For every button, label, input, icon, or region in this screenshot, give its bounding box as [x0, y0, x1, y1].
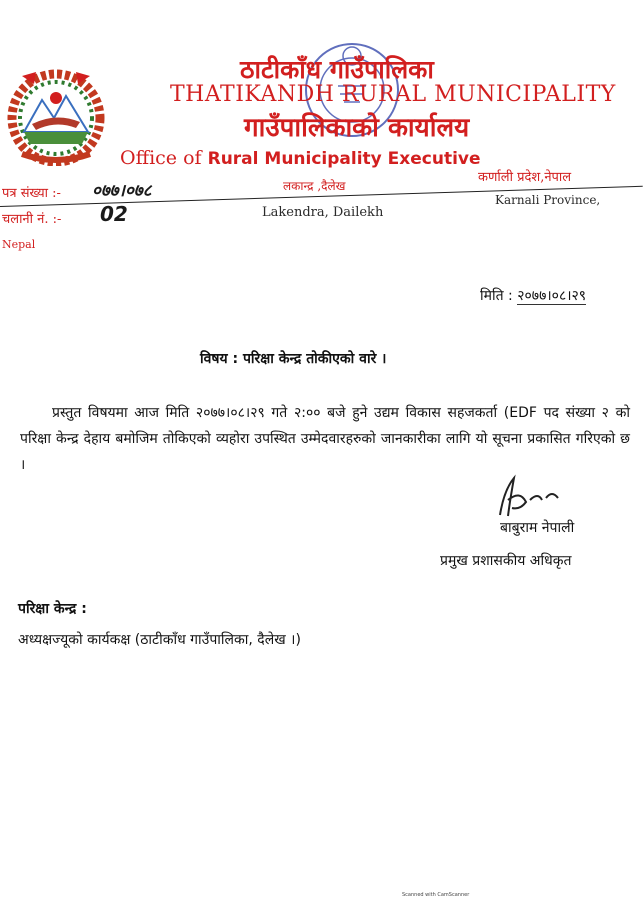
office-name-en: [120, 147, 481, 169]
patra-value: ०७७।०७८: [92, 181, 152, 201]
signatory-name: बाबुराम नेपाली: [500, 520, 575, 536]
office-bold: Rural Municipality Executive: [207, 149, 481, 169]
body-paragraph: [20, 400, 630, 478]
exam-center-value: अध्यक्षज्यूको कार्यकक्ष (ठाटीकाँध गाउँपालिका, दैलेख ।): [18, 632, 301, 648]
nepal-emblem-seal: [2, 62, 110, 166]
signatory-designation: प्रमुख प्रशासकीय अधिकृत: [440, 553, 572, 569]
municipality-name-en: THATIKANDH RURAL MUNICIPALITY: [170, 82, 616, 107]
location-np: लकान्द्र ,दैलेख: [283, 179, 346, 193]
subject-line: विषय : परिक्षा केन्द्र तोकीएको वारे ।: [200, 351, 387, 367]
office-name-np: गाउँपालिकाको कार्यालय: [244, 113, 470, 143]
scanner-note: Scanned with CamScanner: [402, 892, 470, 898]
patra-label: पत्र संख्या :-: [2, 186, 61, 201]
body-text: प्रस्तुत विषयमा आज मिति २०७७।०८।२९ गते २:०० बजे हुने उद्यम विकास सहजकर्ता (EDF पद संख्या २ को परिक्षा केन्द्र देहाय बमोजिम तोकिएको व्यहोरा उपस्थित उम्मेदवारहरुको जानकारीका लागि यो सूचना प्रकासित गरिएको छ ।: [20, 405, 630, 473]
date-label: मिति :: [480, 288, 513, 304]
exam-center-label: परिक्षा केन्द्र :: [18, 601, 87, 617]
date-value: २०७७।०८।२९: [517, 288, 587, 304]
country-en: Nepal: [2, 238, 36, 251]
province-en: Karnali Province,: [495, 193, 601, 207]
chalani-label: चलानी नं. :-: [2, 212, 62, 227]
municipality-name-np: ठाटीकाँध गाउँपालिका: [240, 55, 434, 84]
handwritten-signature: [480, 470, 570, 520]
province-np: कर्णाली प्रदेश,नेपाल: [478, 170, 572, 185]
chalani-value: 02: [100, 202, 128, 226]
location-en: Lakendra, Dailekh: [262, 205, 384, 220]
date-line: [480, 286, 586, 305]
office-prefix: Office of: [120, 147, 202, 169]
